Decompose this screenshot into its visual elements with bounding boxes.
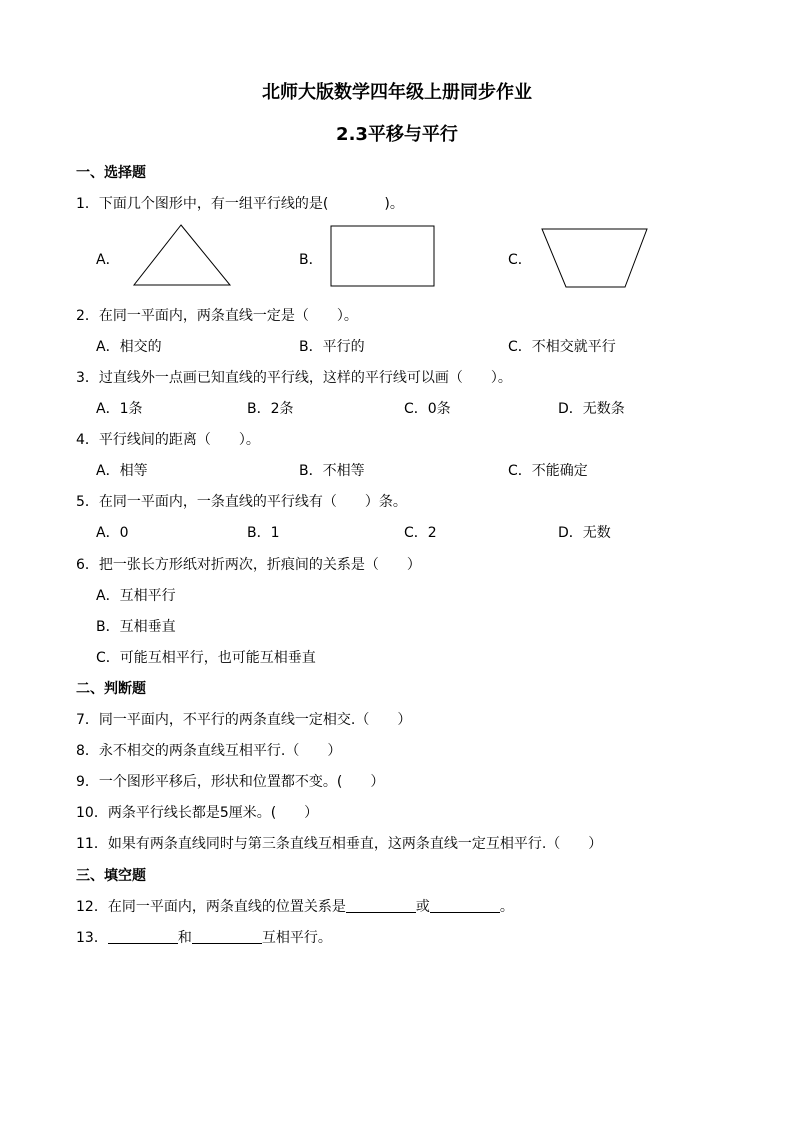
question-12 <box>76 896 514 916</box>
q5-option-b: B．1 <box>247 525 280 541</box>
trapezoid-figure <box>540 227 650 289</box>
q1-option-a: A． <box>96 252 120 268</box>
q5-option-a: A．0 <box>96 525 129 541</box>
q4-option-a: A．相等 <box>96 463 148 479</box>
q12-blank-2[interactable] <box>430 898 500 913</box>
question-5: 5．在同一平面内，一条直线的平行线有（ ）条。 <box>76 494 407 510</box>
q2-option-c: C．不相交就平行 <box>508 339 616 355</box>
q1-option-b: B． <box>299 252 323 268</box>
q3-option-a: A．1条 <box>96 401 143 417</box>
section-choice-title: 一、选择题 <box>76 165 146 181</box>
q13-suffix: 互相平行。 <box>261 930 332 946</box>
question-13 <box>76 927 332 947</box>
worksheet-title: 北师大版数学四年级上册同步作业 <box>262 82 532 103</box>
q3-option-c: C．0条 <box>404 401 451 417</box>
q4-option-b: B．不相等 <box>299 463 365 479</box>
q12-mid: 或 <box>415 899 430 915</box>
section-judge-title: 二、判断题 <box>76 681 146 697</box>
q13-mid: 和 <box>177 930 192 946</box>
question-2: 2．在同一平面内，两条直线一定是（ ）。 <box>76 308 358 324</box>
triangle-figure <box>132 223 232 287</box>
q12-suffix: 。 <box>499 899 514 915</box>
q12-blank-1[interactable] <box>346 898 416 913</box>
worksheet-subtitle: 2.3平移与平行 <box>336 124 458 145</box>
q13-blank-1[interactable] <box>108 929 178 944</box>
q13-prefix: 13． <box>76 930 108 946</box>
question-8: 8．永不相交的两条直线互相平行.（ ） <box>76 743 342 759</box>
q12-prefix: 12．在同一平面内，两条直线的位置关系是 <box>76 899 346 915</box>
question-9: 9．一个图形平移后，形状和位置都不变。( ） <box>76 774 385 790</box>
q6-option-a: A．互相平行 <box>96 588 176 604</box>
q2-option-b: B．平行的 <box>299 339 365 355</box>
q4-option-c: C．不能确定 <box>508 463 588 479</box>
question-11: 11．如果有两条直线同时与第三条直线互相垂直，这两条直线一定互相平行.（ ） <box>76 836 603 852</box>
question-3: 3．过直线外一点画已知直线的平行线，这样的平行线可以画（ ）。 <box>76 370 512 386</box>
q5-option-d: D．无数 <box>558 525 611 541</box>
question-7: 7．同一平面内，不平行的两条直线一定相交.（ ） <box>76 712 412 728</box>
q13-blank-2[interactable] <box>192 929 262 944</box>
question-4: 4．平行线间的距离（ ）。 <box>76 432 260 448</box>
question-10: 10．两条平行线长都是5厘米。( ） <box>76 805 319 821</box>
rectangle-figure <box>330 225 436 287</box>
q1-option-c: C． <box>508 252 532 268</box>
q3-option-d: D．无数条 <box>558 401 625 417</box>
q6-option-b: B．互相垂直 <box>96 619 176 635</box>
q3-option-b: B．2条 <box>247 401 294 417</box>
question-6: 6．把一张长方形纸对折两次，折痕间的关系是（ ） <box>76 557 421 573</box>
q5-option-c: C．2 <box>404 525 437 541</box>
q2-option-a: A．相交的 <box>96 339 162 355</box>
question-1: 1．下面几个图形中，有一组平行线的是( )。 <box>76 196 404 212</box>
section-fill-title: 三、填空题 <box>76 868 146 884</box>
q6-option-c: C．可能互相平行，也可能互相垂直 <box>96 650 316 666</box>
